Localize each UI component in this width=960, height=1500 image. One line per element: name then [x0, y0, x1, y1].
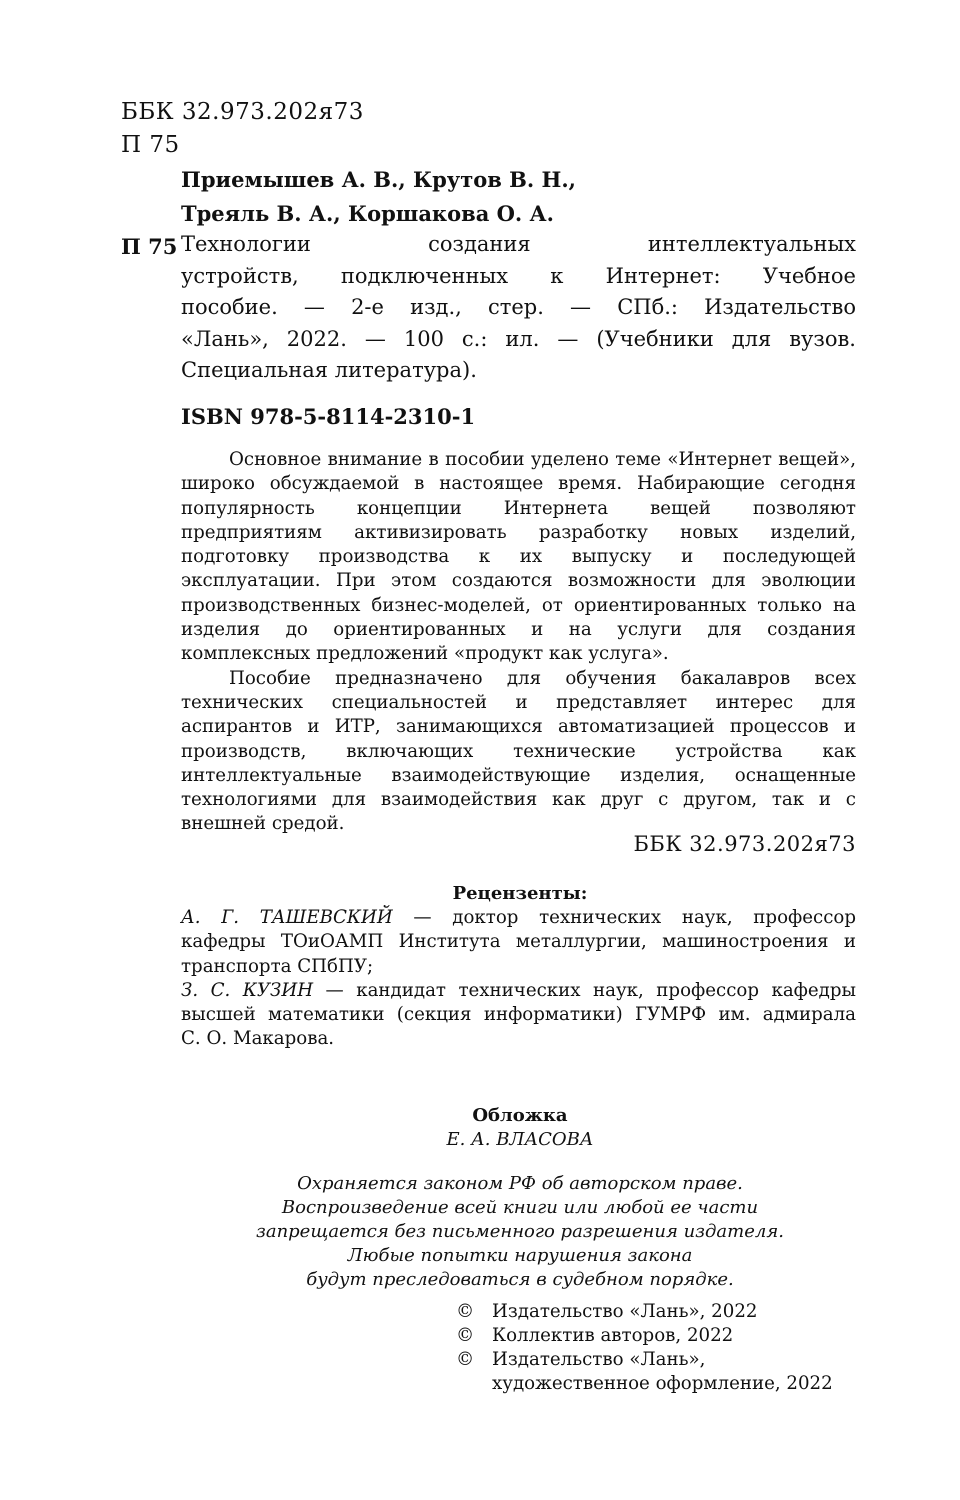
authors-block — [181, 163, 881, 231]
bibliographic-description — [181, 229, 856, 387]
isbn: ISBN 978-5-8114-2310-1 — [181, 404, 476, 429]
abstract-line: производств, включающих технические устройства как — [181, 740, 856, 762]
description-line: пособие. — 2-е изд., стер. — СПб.: Издательство — [181, 295, 856, 319]
abstract-line: комплексных предложений «продукт как услуга». — [181, 643, 669, 665]
abstract-line: Пособие предназначено для обучения бакалавров всех — [229, 667, 856, 689]
copyright-line: © Издательство «Лань», 2022 — [456, 1301, 758, 1322]
description-line: «Лань», 2022. — 100 с.: ил. — (Учебники для вузов. — [181, 326, 856, 351]
authors-line: Трeяль В. А., Коршакова О. А. — [181, 201, 554, 226]
notice-line: Охраняется законом РФ об авторском праве. — [297, 1173, 743, 1194]
abstract-line: технических специальностей и представляет интерес для — [181, 691, 856, 713]
notice-line: будут преследоваться в судебном порядке. — [306, 1269, 734, 1290]
reviewer-line: кафедры ТОиОАМП Института металлургии, машиностроения и — [181, 931, 856, 953]
copyright-icon: © — [456, 1301, 475, 1322]
abstract-line: внешней средой. — [181, 813, 345, 835]
abstract-line: популярность концепции Интернета вещей позволяют — [181, 497, 856, 519]
bbk-footer: ББК 32.973.202я73 — [633, 832, 856, 856]
abstract-line: аспирантов и ИТР, занимающихся автоматизацией процессов и — [181, 716, 856, 738]
abstract-line: подготовку производства к их выпуску и последующей — [181, 546, 856, 568]
copyright-line: художественное оформление, 2022 — [492, 1373, 833, 1394]
description-line: Специальная литература). — [181, 358, 477, 382]
cover-designer: Е. А. ВЛАСОВА — [446, 1129, 594, 1150]
abstract-line: производственных бизнес-моделей, от ориентированных только на — [181, 594, 856, 616]
description-line: Технологии создания интеллектуальных — [181, 232, 856, 256]
copyright-icon: © — [456, 1349, 475, 1370]
abstract-line: изделия до ориентированных и на услуги для создания — [181, 619, 856, 641]
abstract-line: широко обсуждаемой в настоящее время. Набирающие сегодня — [181, 473, 856, 495]
reviewer-line: высшей математики (секция информатики) ГУМРФ им. адмирала — [181, 1004, 856, 1026]
abstract-line: Основное внимание в пособии уделено теме «Интернет вещей», — [229, 449, 856, 470]
abstract-line: интеллектуальные взаимодействующие изделия, оснащенные — [181, 764, 856, 786]
reviewers-list — [181, 906, 856, 1052]
reviewer-name: А. Г. ТАШЕВСКИЙ — [181, 907, 393, 928]
reviewers-heading: Рецензенты: — [452, 883, 588, 904]
copyright-line: © Издательство «Лань», — [456, 1349, 706, 1370]
author-index: П 75 — [121, 132, 180, 158]
copyright-notice — [0, 1172, 960, 1292]
reviewer-line: А. Г. ТАШЕВСКИЙ — доктор технических наук, профессор — [181, 907, 856, 928]
abstract-line: эксплуатации. При этом создаются возможности для эволюции — [181, 570, 856, 592]
authors-line: Приемышев А. В., Крутов В. Н., — [181, 167, 576, 192]
bbk-header — [121, 96, 364, 162]
notice-line: Любые попытки нарушения закона — [347, 1245, 693, 1266]
cover-heading: Обложка — [472, 1105, 568, 1126]
abstract-line: технологиями для взаимодействия как друг с другом, так и с — [181, 789, 856, 811]
entry-index: П 75 — [121, 234, 178, 259]
copyright-icon: © — [456, 1325, 475, 1346]
description-line: устройств, подключенных к Интернет: Учебное — [181, 263, 856, 288]
abstract-line: предприятиям активизировать разработку новых изделий, — [181, 521, 856, 543]
abstract — [181, 448, 856, 837]
reviewer-name: З. С. КУЗИН — [181, 979, 314, 1001]
reviewer-line: транспорта СПбПУ; — [181, 955, 374, 977]
copyright-line: © Коллектив авторов, 2022 — [456, 1325, 734, 1346]
notice-line: Воспроизведение всей книги или любой ее части — [281, 1197, 759, 1218]
copyright-block — [456, 1300, 833, 1396]
reviewer-line: З. С. КУЗИН — кандидат технических наук, профессор кафедры — [181, 979, 856, 1001]
notice-line: запрещается без письменного разрешения издателя. — [256, 1221, 784, 1242]
reviewer-line: С. О. Макарова. — [181, 1028, 335, 1050]
bbk-code: ББК 32.973.202я73 — [121, 99, 364, 125]
